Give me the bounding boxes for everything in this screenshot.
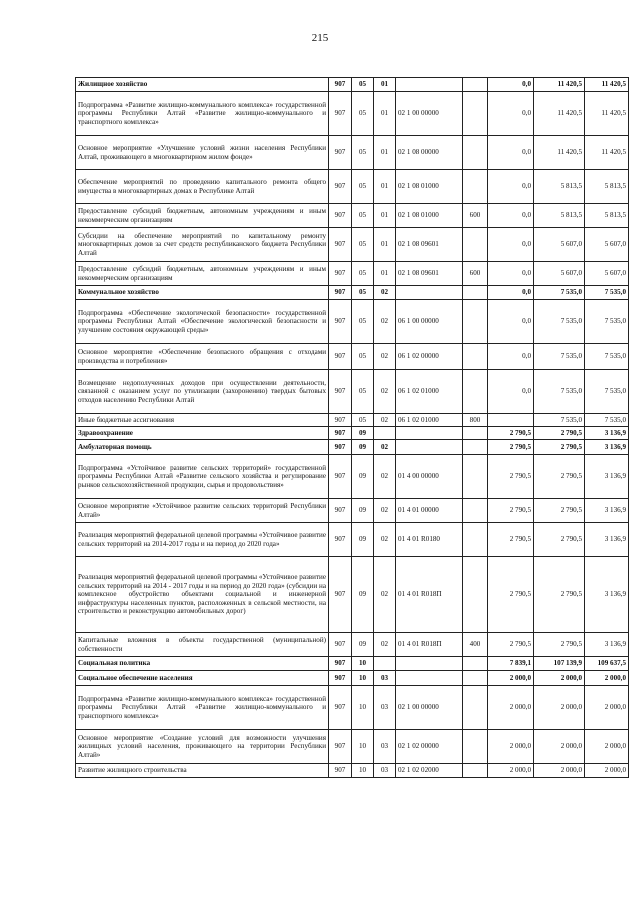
amount-col-2: 2 790,5 — [534, 557, 585, 633]
target-article-code — [396, 440, 463, 455]
row-name: Субсидии на обеспечение мероприятий по капитальному ремонту многоквартирных домов за счет средств республиканского бюджета Республики Алтай — [76, 228, 329, 262]
subsection-code: 02 — [374, 440, 396, 455]
grbs-code: 907 — [329, 455, 352, 499]
table-row — [76, 300, 629, 344]
amount-col-1: 0,0 — [488, 344, 534, 370]
expense-type-code — [463, 686, 488, 730]
amount-col-1: 2 790,5 — [488, 557, 534, 633]
grbs-code: 907 — [329, 286, 352, 300]
row-name: Реализация мероприятий федеральной целевой программы «Устойчивое развитие сельских территорий на 2014 - 2017 годы и на период до 2020 года» (субсидии на комплексное обустройство объектами социальной и инженерной инфраструктуры населенных пунктов, расположенных в сельской местности, на строительство и реконструкцию автомобильных дорог) — [76, 557, 329, 633]
section-code: 05 — [352, 300, 374, 344]
subsection-code: 02 — [374, 286, 396, 300]
amount-col-2: 5 813,5 — [534, 170, 585, 204]
amount-col-2: 7 535,0 — [534, 414, 585, 427]
amount-col-1: 2 000,0 — [488, 730, 534, 764]
table-row — [76, 136, 629, 170]
target-article-code: 01 4 01 R0180 — [396, 523, 463, 557]
grbs-code: 907 — [329, 136, 352, 170]
row-name: Предоставление субсидий бюджетным, автономным учреждениям и иным некоммерческим организациям — [76, 262, 329, 286]
grbs-code: 907 — [329, 300, 352, 344]
amount-col-2: 2 790,5 — [534, 427, 585, 440]
amount-col-2: 7 535,0 — [534, 344, 585, 370]
table-row — [76, 440, 629, 455]
section-code: 10 — [352, 764, 374, 778]
section-code: 09 — [352, 427, 374, 440]
amount-col-1: 0,0 — [488, 370, 534, 414]
amount-col-1: 7 839,1 — [488, 657, 534, 671]
table-row — [76, 671, 629, 686]
row-name: Основное мероприятие «Обеспечение безопасного обращения с отходами производства и потребления» — [76, 344, 329, 370]
table-row — [76, 499, 629, 523]
target-article-code: 02 1 00 00000 — [396, 686, 463, 730]
amount-col-2: 5 813,5 — [534, 204, 585, 228]
table-row — [76, 633, 629, 657]
amount-col-2: 7 535,0 — [534, 286, 585, 300]
subsection-code — [374, 657, 396, 671]
target-article-code: 02 1 00 00000 — [396, 92, 463, 136]
expense-type-code — [463, 136, 488, 170]
section-code: 05 — [352, 262, 374, 286]
amount-col-3: 3 136,9 — [585, 440, 629, 455]
amount-col-2: 2 000,0 — [534, 686, 585, 730]
row-name: Жилищное хозяйство — [76, 78, 329, 92]
subsection-code: 01 — [374, 228, 396, 262]
expense-type-code — [463, 300, 488, 344]
target-article-code: 06 1 02 01000 — [396, 414, 463, 427]
expense-type-code — [463, 344, 488, 370]
amount-col-2: 7 535,0 — [534, 300, 585, 344]
amount-col-2: 2 000,0 — [534, 764, 585, 778]
row-name: Подпрограмма «Развитие жилищно-коммунального комплекса» государственной программы Республики Алтай «Развитие жилищно-коммунального и транспортного комплекса» — [76, 92, 329, 136]
grbs-code: 907 — [329, 686, 352, 730]
amount-col-2: 2 000,0 — [534, 671, 585, 686]
amount-col-2: 5 607,0 — [534, 228, 585, 262]
target-article-code: 02 1 02 00000 — [396, 730, 463, 764]
amount-col-3: 7 535,0 — [585, 286, 629, 300]
target-article-code: 01 4 01 R018П — [396, 557, 463, 633]
grbs-code: 907 — [329, 657, 352, 671]
expense-type-code — [463, 671, 488, 686]
amount-col-3: 7 535,0 — [585, 414, 629, 427]
table-row — [76, 204, 629, 228]
section-code: 05 — [352, 344, 374, 370]
subsection-code: 02 — [374, 370, 396, 414]
amount-col-3: 5 607,0 — [585, 262, 629, 286]
amount-col-3: 2 000,0 — [585, 764, 629, 778]
row-name: Амбулаторная помощь — [76, 440, 329, 455]
grbs-code: 907 — [329, 170, 352, 204]
subsection-code: 01 — [374, 92, 396, 136]
expense-type-code — [463, 523, 488, 557]
subsection-code: 02 — [374, 633, 396, 657]
table-row — [76, 686, 629, 730]
expense-type-code: 600 — [463, 204, 488, 228]
target-article-code: 06 1 00 00000 — [396, 300, 463, 344]
subsection-code: 03 — [374, 730, 396, 764]
grbs-code: 907 — [329, 92, 352, 136]
amount-col-2: 5 607,0 — [534, 262, 585, 286]
amount-col-1: 2 000,0 — [488, 764, 534, 778]
section-code: 05 — [352, 78, 374, 92]
expense-type-code — [463, 730, 488, 764]
amount-col-1: 2 000,0 — [488, 686, 534, 730]
section-code: 09 — [352, 499, 374, 523]
row-name: Капитальные вложения в объекты государственной (муниципальной) собственности — [76, 633, 329, 657]
grbs-code: 907 — [329, 228, 352, 262]
amount-col-1 — [488, 414, 534, 427]
table-row — [76, 455, 629, 499]
section-code: 05 — [352, 286, 374, 300]
grbs-code: 907 — [329, 730, 352, 764]
row-name: Подпрограмма «Обеспечение экологической безопасности» государственной программы Республики Алтай «Обеспечение экологической безопасности и улучшение состояния окружающей среды» — [76, 300, 329, 344]
page-number: 215 — [311, 32, 329, 44]
target-article-code: 06 1 02 00000 — [396, 344, 463, 370]
grbs-code: 907 — [329, 633, 352, 657]
amount-col-3: 3 136,9 — [585, 499, 629, 523]
table-row — [76, 657, 629, 671]
section-code: 09 — [352, 633, 374, 657]
amount-col-1: 0,0 — [488, 204, 534, 228]
expense-type-code — [463, 286, 488, 300]
table-row — [76, 344, 629, 370]
row-name: Социальное обеспечение населения — [76, 671, 329, 686]
amount-col-1: 0,0 — [488, 262, 534, 286]
amount-col-1: 2 790,5 — [488, 427, 534, 440]
amount-col-3: 3 136,9 — [585, 523, 629, 557]
expense-type-code: 400 — [463, 633, 488, 657]
section-code: 10 — [352, 686, 374, 730]
target-article-code: 02 1 08 00000 — [396, 136, 463, 170]
section-code: 09 — [352, 440, 374, 455]
grbs-code: 907 — [329, 440, 352, 455]
amount-col-2: 7 535,0 — [534, 370, 585, 414]
amount-col-3: 2 000,0 — [585, 730, 629, 764]
amount-col-1: 0,0 — [488, 92, 534, 136]
grbs-code: 907 — [329, 370, 352, 414]
amount-col-3: 5 607,0 — [585, 228, 629, 262]
amount-col-1: 0,0 — [488, 78, 534, 92]
row-name: Основное мероприятие «Устойчивое развитие сельских территорий Республики Алтай» — [76, 499, 329, 523]
expense-type-code — [463, 370, 488, 414]
target-article-code — [396, 671, 463, 686]
target-article-code: 02 1 08 01000 — [396, 204, 463, 228]
section-code: 09 — [352, 523, 374, 557]
expense-type-code — [463, 455, 488, 499]
subsection-code: 01 — [374, 136, 396, 170]
grbs-code: 907 — [329, 78, 352, 92]
amount-col-1: 0,0 — [488, 228, 534, 262]
subsection-code: 02 — [374, 455, 396, 499]
table-row — [76, 92, 629, 136]
amount-col-1: 2 790,5 — [488, 499, 534, 523]
row-name: Основное мероприятие «Создание условий для возможности улучшения жилищных условий населения, проживающего на территории Республики Алтай» — [76, 730, 329, 764]
amount-col-3: 5 813,5 — [585, 204, 629, 228]
subsection-code: 02 — [374, 414, 396, 427]
target-article-code: 01 4 01 R018П — [396, 633, 463, 657]
table-row — [76, 78, 629, 92]
amount-col-1: 2 790,5 — [488, 440, 534, 455]
grbs-code: 907 — [329, 557, 352, 633]
subsection-code: 03 — [374, 686, 396, 730]
table-row — [76, 414, 629, 427]
table-row — [76, 262, 629, 286]
section-code: 09 — [352, 557, 374, 633]
amount-col-3: 3 136,9 — [585, 557, 629, 633]
amount-col-1: 2 790,5 — [488, 633, 534, 657]
target-article-code — [396, 78, 463, 92]
target-article-code: 01 4 01 00000 — [396, 499, 463, 523]
expense-type-code — [463, 499, 488, 523]
row-name: Коммунальное хозяйство — [76, 286, 329, 300]
expense-type-code — [463, 228, 488, 262]
amount-col-3: 11 420,5 — [585, 136, 629, 170]
target-article-code — [396, 286, 463, 300]
amount-col-1: 2 790,5 — [488, 455, 534, 499]
expense-type-code — [463, 427, 488, 440]
grbs-code: 907 — [329, 344, 352, 370]
subsection-code: 02 — [374, 300, 396, 344]
target-article-code: 06 1 02 01000 — [396, 370, 463, 414]
amount-col-2: 11 420,5 — [534, 92, 585, 136]
target-article-code: 01 4 00 00000 — [396, 455, 463, 499]
amount-col-3: 7 535,0 — [585, 370, 629, 414]
row-name: Предоставление субсидий бюджетным, автономным учреждениям и иным некоммерческим организациям — [76, 204, 329, 228]
target-article-code — [396, 427, 463, 440]
budget-table-body — [76, 78, 629, 778]
amount-col-3: 7 535,0 — [585, 300, 629, 344]
row-name: Подпрограмма «Устойчивое развитие сельских территорий» государственной программы Республики Алтай «Развитие сельского хозяйства и регулирование рынков сельскохозяйственной продукции, сырья и продовольствия» — [76, 455, 329, 499]
target-article-code: 02 1 08 09601 — [396, 228, 463, 262]
section-code: 05 — [352, 204, 374, 228]
expense-type-code — [463, 92, 488, 136]
row-name: Основное мероприятие «Улучшение условий жизни населения Республики Алтай, проживающего в многоквартирном жилом фонде» — [76, 136, 329, 170]
row-name: Здравоохранение — [76, 427, 329, 440]
subsection-code: 02 — [374, 523, 396, 557]
amount-col-2: 2 790,5 — [534, 523, 585, 557]
section-code: 05 — [352, 136, 374, 170]
amount-col-1: 0,0 — [488, 286, 534, 300]
grbs-code: 907 — [329, 764, 352, 778]
amount-col-3: 3 136,9 — [585, 427, 629, 440]
table-row — [76, 523, 629, 557]
row-name: Иные бюджетные ассигнования — [76, 414, 329, 427]
section-code: 05 — [352, 228, 374, 262]
expense-type-code — [463, 557, 488, 633]
amount-col-1: 0,0 — [488, 136, 534, 170]
table-row — [76, 170, 629, 204]
subsection-code: 02 — [374, 344, 396, 370]
amount-col-1: 2 000,0 — [488, 671, 534, 686]
amount-col-3: 7 535,0 — [585, 344, 629, 370]
subsection-code: 03 — [374, 764, 396, 778]
target-article-code: 02 1 08 09601 — [396, 262, 463, 286]
amount-col-2: 2 790,5 — [534, 455, 585, 499]
amount-col-3: 11 420,5 — [585, 92, 629, 136]
row-name: Возмещение недополученных доходов при осуществлении деятельности, связанной с оказанием услуг по утилизации (захоронению) твердых бытовых отходов населению Республики Алтай — [76, 370, 329, 414]
target-article-code: 02 1 08 01000 — [396, 170, 463, 204]
section-code: 10 — [352, 657, 374, 671]
expense-type-code — [463, 440, 488, 455]
section-code: 05 — [352, 170, 374, 204]
table-row — [76, 427, 629, 440]
grbs-code: 907 — [329, 523, 352, 557]
section-code: 05 — [352, 92, 374, 136]
budget-table — [75, 77, 629, 778]
row-name: Развитие жилищного строительства — [76, 764, 329, 778]
section-code: 10 — [352, 671, 374, 686]
row-name: Реализация мероприятий федеральной целевой программы «Устойчивое развитие сельских территорий на 2014-2017 годы и на период до 2020 года» — [76, 523, 329, 557]
table-row — [76, 764, 629, 778]
grbs-code: 907 — [329, 671, 352, 686]
grbs-code: 907 — [329, 427, 352, 440]
grbs-code: 907 — [329, 414, 352, 427]
expense-type-code — [463, 657, 488, 671]
expense-type-code: 800 — [463, 414, 488, 427]
amount-col-1: 0,0 — [488, 170, 534, 204]
amount-col-3: 2 000,0 — [585, 671, 629, 686]
target-article-code: 02 1 02 02000 — [396, 764, 463, 778]
subsection-code — [374, 427, 396, 440]
subsection-code: 01 — [374, 78, 396, 92]
subsection-code: 02 — [374, 499, 396, 523]
expense-type-code — [463, 170, 488, 204]
subsection-code: 01 — [374, 262, 396, 286]
table-row — [76, 730, 629, 764]
subsection-code: 01 — [374, 204, 396, 228]
table-row — [76, 557, 629, 633]
row-name: Обеспечение мероприятий по проведению капитального ремонта общего имущества в многоквартирных домах в Республике Алтай — [76, 170, 329, 204]
row-name: Социальная политика — [76, 657, 329, 671]
amount-col-2: 11 420,5 — [534, 136, 585, 170]
section-code: 05 — [352, 414, 374, 427]
row-name: Подпрограмма «Развитие жилищно-коммунального комплекса» государственной программы Республики Алтай «Развитие жилищно-коммунального и транспортного комплекса» — [76, 686, 329, 730]
amount-col-2: 11 420,5 — [534, 78, 585, 92]
amount-col-3: 3 136,9 — [585, 633, 629, 657]
section-code: 05 — [352, 370, 374, 414]
table-row — [76, 286, 629, 300]
section-code: 10 — [352, 730, 374, 764]
amount-col-2: 107 139,9 — [534, 657, 585, 671]
amount-col-3: 109 637,5 — [585, 657, 629, 671]
grbs-code: 907 — [329, 499, 352, 523]
grbs-code: 907 — [329, 204, 352, 228]
amount-col-3: 11 420,5 — [585, 78, 629, 92]
expense-type-code: 600 — [463, 262, 488, 286]
subsection-code: 03 — [374, 671, 396, 686]
subsection-code: 01 — [374, 170, 396, 204]
amount-col-1: 2 790,5 — [488, 523, 534, 557]
amount-col-2: 2 790,5 — [534, 633, 585, 657]
amount-col-2: 2 790,5 — [534, 440, 585, 455]
subsection-code: 02 — [374, 557, 396, 633]
grbs-code: 907 — [329, 262, 352, 286]
table-row — [76, 370, 629, 414]
expense-type-code — [463, 764, 488, 778]
amount-col-2: 2 000,0 — [534, 730, 585, 764]
amount-col-3: 5 813,5 — [585, 170, 629, 204]
amount-col-1: 0,0 — [488, 300, 534, 344]
target-article-code — [396, 657, 463, 671]
expense-type-code — [463, 78, 488, 92]
amount-col-2: 2 790,5 — [534, 499, 585, 523]
section-code: 09 — [352, 455, 374, 499]
amount-col-3: 3 136,9 — [585, 455, 629, 499]
table-row — [76, 228, 629, 262]
amount-col-3: 2 000,0 — [585, 686, 629, 730]
